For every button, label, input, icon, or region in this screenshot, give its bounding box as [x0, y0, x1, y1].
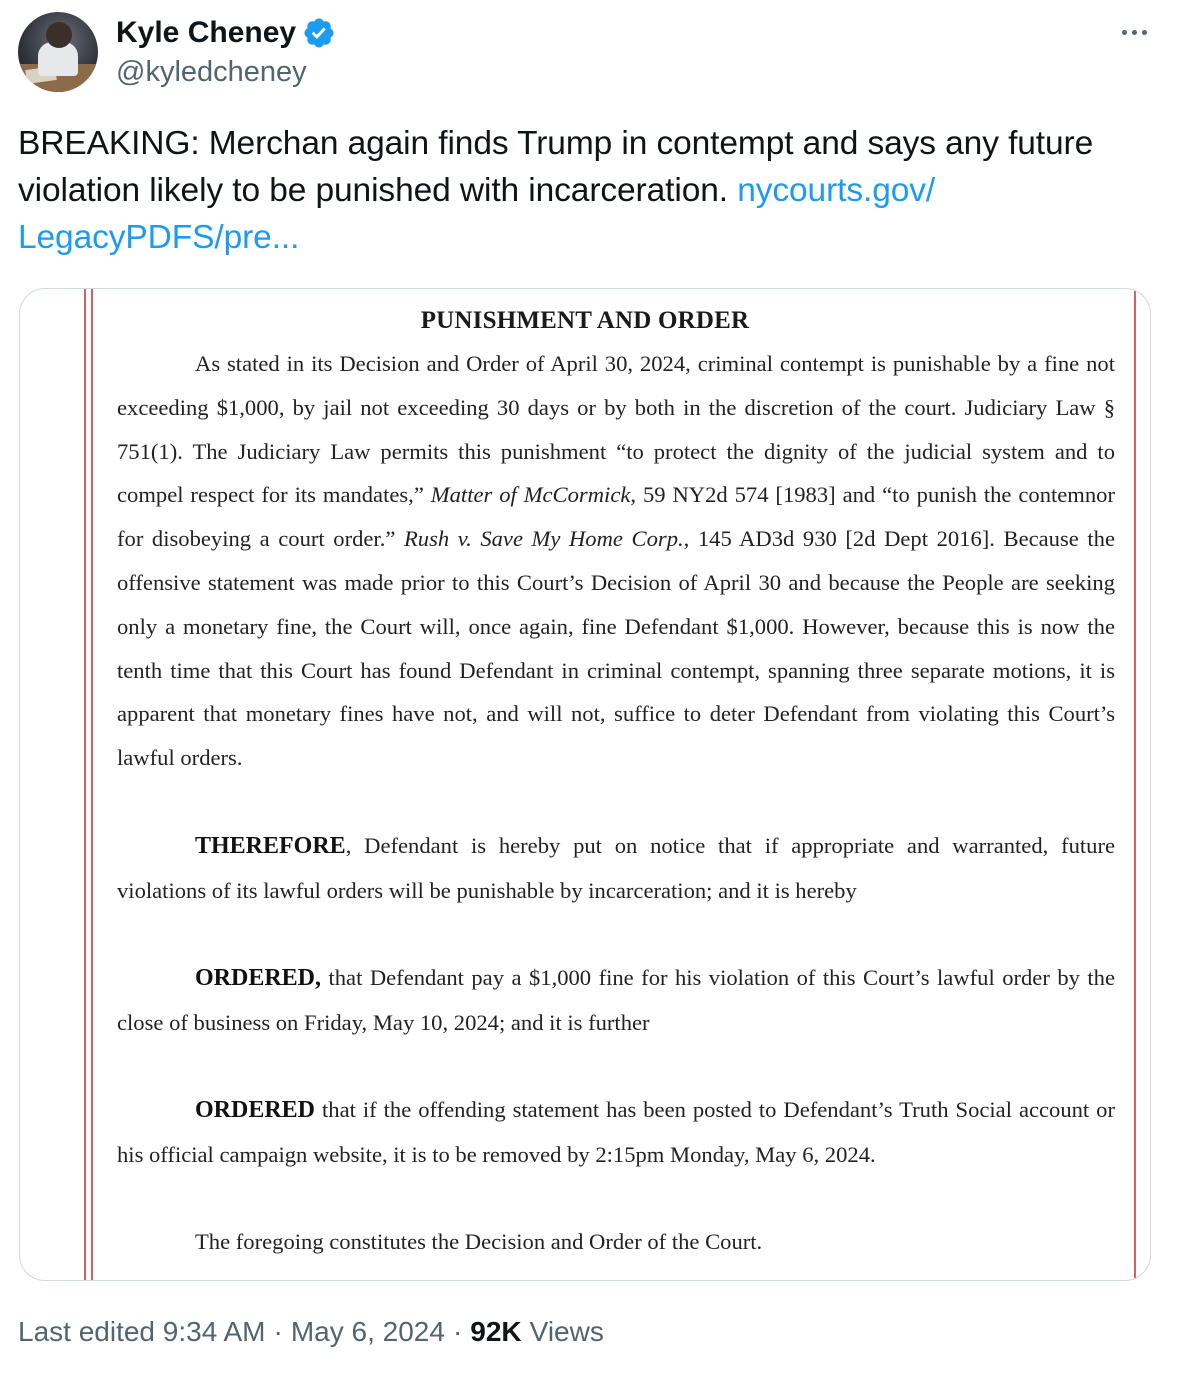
edited-time[interactable]: Last edited 9:34 AM	[18, 1316, 266, 1347]
document-title: PUNISHMENT AND ORDER	[420, 307, 750, 334]
views-count: 92K	[470, 1316, 522, 1347]
separator: ·	[452, 1316, 463, 1347]
tweet-text	[18, 120, 1158, 261]
author-name[interactable]: Kyle Cheney	[116, 16, 297, 49]
document-paragraph-4: ORDERED that if the offending statement has been posted to Defendant’s Truth Social account or his official campaign website, it is to be removed by 2:15pm Monday, May 6, 2024.	[117, 1097, 1115, 1167]
verified-badge-icon	[302, 16, 336, 50]
case-citation: Matter of McCormick	[430, 482, 631, 508]
tweet-media-image[interactable]	[19, 288, 1151, 1281]
tweet-body: BREAKING: Merchan again finds Trump in contempt and says any future violation likely to be punished with incarceration.	[18, 125, 1094, 209]
margin-rule	[91, 289, 93, 1280]
author-handle[interactable]: @kyledcheney	[116, 56, 307, 88]
case-citation: Rush v. Save My Home Corp.	[403, 526, 684, 552]
separator: ·	[273, 1316, 283, 1347]
views-label: Views	[529, 1316, 604, 1347]
author-avatar[interactable]	[18, 12, 98, 92]
margin-rule	[1134, 289, 1136, 1280]
author-name-row[interactable]	[116, 14, 336, 52]
margin-rule	[84, 289, 86, 1280]
tweet-footer	[18, 1316, 604, 1348]
tweet-link[interactable]: nycourts.gov/ LegacyPDFS/pre...	[18, 172, 936, 256]
document-paragraph-3: ORDERED, that Defendant pay a $1,000 fine for his violation of this Court’s lawful order by the close of business on Friday, May 10, 2024; and it is further	[117, 965, 1115, 1035]
document-paragraph-2: THEREFORE, Defendant is hereby put on notice that if appropriate and warranted, future violations of its lawful orders will be punishable by incarceration; and it is hereby	[117, 833, 1115, 903]
more-options-icon[interactable]	[1112, 12, 1156, 52]
post-date[interactable]: May 6, 2024	[290, 1316, 445, 1347]
document-paragraph-1: As stated in its Decision and Order of April 30, 2024, criminal contempt is punishable by a fine not exceeding $1,000, by jail not exceeding 30 days or by both in the discretion of the court. Judiciary Law § 751(1). The Judiciary Law permits this punishment “to protect the dignity of the judicial system and to compel respect for its mandates,” Matter of McCormick, 59 NY2d 574 [1983] and “to punish the contemnor for disobeying a court order.” Rush v. Save My Home Corp., 145 AD3d 930 [2d Dept 2016]. Because the offensive statement was made prior to this Court’s Decision of April 30 and because the People are seeking only a monetary fine, the Court will, once again, fine Defendant $1,000. However, because this is now the tenth time that this Court has found Defendant in criminal contempt, spanning three separate motions, it is apparent that monetary fines have not, and will not, suffice to deter Defendant from violating this Court’s lawful orders.	[117, 351, 1115, 771]
document-paragraph-5: The foregoing constitutes the Decision and Order of the Court.	[195, 1229, 763, 1254]
